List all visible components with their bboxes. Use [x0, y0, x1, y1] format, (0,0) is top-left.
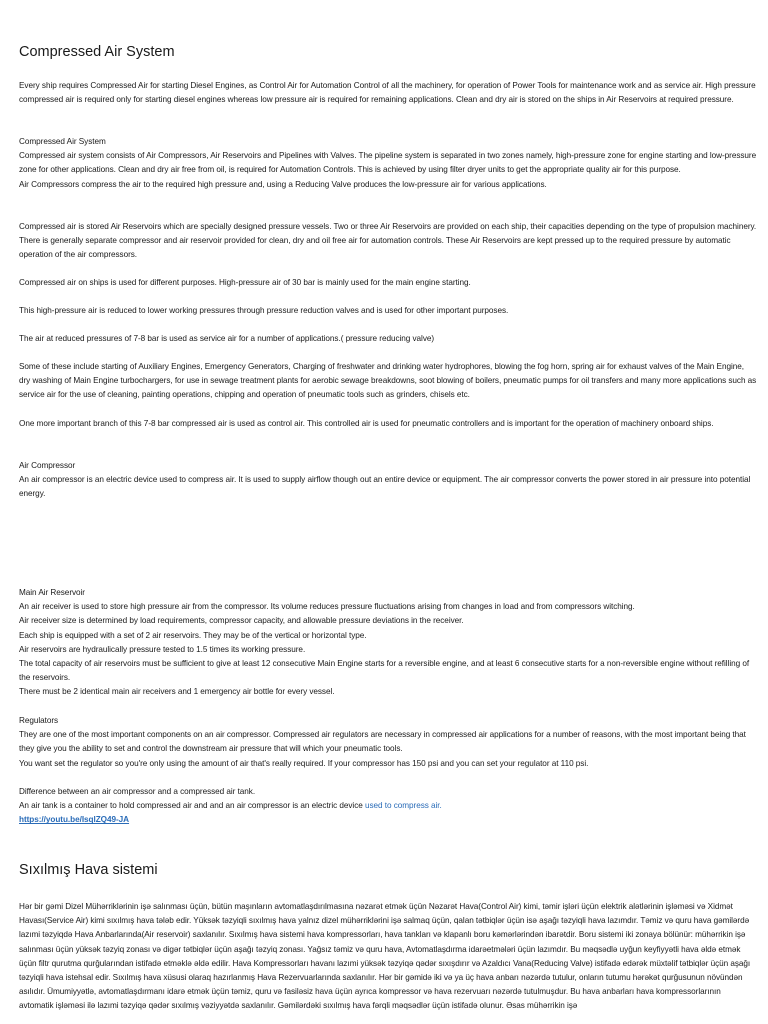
paragraph-reduced-pressure: This high-pressure air is reduced to lower working pressures through pressure reduction valves and is used for other important purposes.	[19, 306, 509, 315]
line: Air reservoirs are hydraulically pressure tested to 1.5 times its working pressure.	[19, 644, 306, 654]
line: An air receiver is used to store high pressure air from the compressor. Its volume reduces pressure fluctuations arising from changes in load and from compressors witching.	[19, 602, 635, 612]
paragraph: An air compressor is an electric device used to compress air. It is used to supply airflow though out an entire device or equipment. The air compressor converts the power stored in air pressure into potential energy.	[19, 475, 751, 499]
paragraph-applications: Some of these include starting of Auxiliary Engines, Emergency Generators, Charging of freshwater and drinking water hydrophores, blowing the fog horn, spring air for exhaust valves of the Main Engine, dry washing of Main Engine turbochargers, for use in sewage treatment plants for aerobic sewage breakdowns, soot blowing of boilers, pneumatic pumps for oil transfers and many more applications such as service air for the use of cleaning, painting operations, chipping and operation of pneumatic tools such as grinders, chisels etc.	[19, 362, 757, 400]
section-regulators	[19, 714, 757, 771]
section-air-compressor	[19, 459, 757, 502]
section-heading: Main Air Reservoir	[19, 588, 85, 597]
section-heading: Air Compressor	[19, 461, 76, 470]
paragraph-30bar: Compressed air on ships is used for different purposes. High-pressure air of 30 bar is mainly used for the main engine starting.	[19, 278, 471, 287]
section-main-air-reservoir	[19, 586, 757, 700]
azerbaijani-paragraph: Hər bir gəmi Dizel Mühərriklərinin işə salınması üçün, bütün maşınların avtomatlaşdırılmasına nəzarət etmək üçün Nəzarət Hava(Control Air) kimi, təmir işləri üçün elektrik alətlərinin işləməsi və Xidmət Havası(Service Air) kimi sıxılmış hava tələb edir. Yüksək təzyiqli sıxılmış hava yalnız dizel mühərriklərini işə salmaq üçün, qalan tətbiqlər üçün isə aşağı təzyiqli hava lazımdır. Təmiz və quru hava gəmilərdə lazımi təzyiqdə Hava Anbarlarında(Air reservoir) saxlanılır. Sıxılmış hava sistemi hava kompressorları, hava tankları və klapanlı boru kəmərlərindən ibarətdir. Boru sistemi iki zonaya bölünür: mühərrikin işə salınması üçün yüksək təzyiq zonası və digər tətbiqlər üçün aşağı təzyiq zonası. Yağsız təmiz və quru hava, Avtomatlaşdırma idarəetmələri üçün lazımdır. Bu məqsədlə uyğun keyfiyyətli hava əldə etmək üçün filtr qurutma qurğularından istifadə etməklə əldə edilir. Hava Kompressorları havanı lazımi yüksək təzyiqə qədər sıxışdırır və Azaldıcı Vana(Reducing Valve) istifadə edərək müxtəlif tətbiqlər üçün aşağı təzyiqli hava istehsal edir. Sıxılmış hava xüsusi olaraq hazırlanmış Hava Rezervuarlarında saxlanılır. Hər bir gəmidə iki və ya üç hava anbarı nəzərdə tutulur, onların tutumu hərəkət qurğusunun növündən asılıdır. Ümumiyyətlə, avtomatlaşdırmanı idarə etmək üçün təmiz, quru və fasiləsiz hava üçün ayrıca kompressor və hava rezervuarı nəzərdə tutulmuşdur. Bu hava anbarları hava kompressorlarının avtomatik işləməsi ilə lazımi təzyiqə qədər sıxılmış vəziyyətdə saxlanılır. Gəmilərdəki sıxılmış hava fərqli məqsədlər üçün istifadə olunur. Əsas mühərrikin işə	[19, 902, 751, 1011]
section-heading: Difference between an air compressor and a compressed air tank.	[19, 787, 256, 796]
paragraph	[19, 799, 757, 813]
paragraph-control-air: One more important branch of this 7-8 bar compressed air is used as control air. This controlled air is used for pneumatic controllers and is important for the operation of machinery onboard ships.	[19, 419, 714, 428]
line: Each ship is equipped with a set of 2 air reservoirs. They may be of the vertical or horizontal type.	[19, 630, 367, 640]
line: Air receiver size is determined by load requirements, compressor capacity, and allowable pressure deviations in the receiver.	[19, 616, 464, 626]
paragraph: You want set the regulator so you're only using the amount of air that's really required. If your compressor has 150 psi and you can set your regulator at 110 psi.	[19, 758, 589, 768]
section-compressed-air-system	[19, 135, 757, 192]
difference-text: An air tank is a container to hold compressed air and and an air compressor is an electric device	[19, 801, 365, 811]
line: There must be 2 identical main air receivers and 1 emergency air bottle for every vessel.	[19, 687, 335, 697]
section-title-azerbaijani: Sıxılmış Hava sistemi	[19, 862, 158, 878]
document-title: Compressed Air System	[19, 44, 175, 60]
paragraph: Compressed air system consists of Air Compressors, Air Reservoirs and Pipelines with Valves. The pipeline system is separated in two zones namely, high-pressure zone for engine starting and low-pressure zone for other applications. Clean and dry air free from oil, is required for Automation Controls. This is achieved by using filter dryer units to get the appropriate quality air for this purpose.	[19, 151, 757, 175]
section-heading: Compressed Air System	[19, 137, 106, 146]
intro-paragraph: Every ship requires Compressed Air for starting Diesel Engines, as Control Air for Automation Control of all the machinery, for operation of Power Tools for maintenance work and as service air. High pressure compressed air is required only for starting diesel engines whereas low pressure air is required for remaining applications. Clean and dry air is stored on the ships in Air Reservoirs at required pressure.	[19, 81, 756, 105]
line: The total capacity of air reservoirs must be sufficient to give at least 12 consecutive Main Engine starts for a reversible engine, and at least 6 consecutive starts for a non-reversible engine without refilling of the reservoirs.	[19, 659, 750, 683]
section-heading: Regulators	[19, 716, 59, 725]
section-difference	[19, 785, 757, 828]
compress-air-link[interactable]: used to compress air.	[364, 801, 442, 811]
paragraph: Air Compressors compress the air to the required high pressure and, using a Reducing Valve produces the low-pressure air for various applications.	[19, 179, 547, 189]
paragraph-reservoirs: Compressed air is stored Air Reservoirs which are specially designed pressure vessels. Two or three Air Reservoirs are provided on each ship, their capacities depending on the type of propulsion machinery. There is generally separate compressor and air reservoir provided for clean, dry and oil free air for automation controls. These Air Reservoirs are kept pressed up to the required pressure by automatic operation of the air compressors.	[19, 222, 757, 260]
youtube-link[interactable]: https://youtu.be/IsqlZQ49-JA	[19, 815, 130, 825]
paragraph-service-air: The air at reduced pressures of 7-8 bar is used as service air for a number of applications.( pressure reducing valve)	[19, 334, 435, 343]
paragraph: They are one of the most important components on an air compressor. Compressed air regulators are necessary in compressed air applications for a number of reasons, with the most important being that they give you the ability to set and control the downstream air pressure that will which your pneumatic tools.	[19, 730, 746, 754]
